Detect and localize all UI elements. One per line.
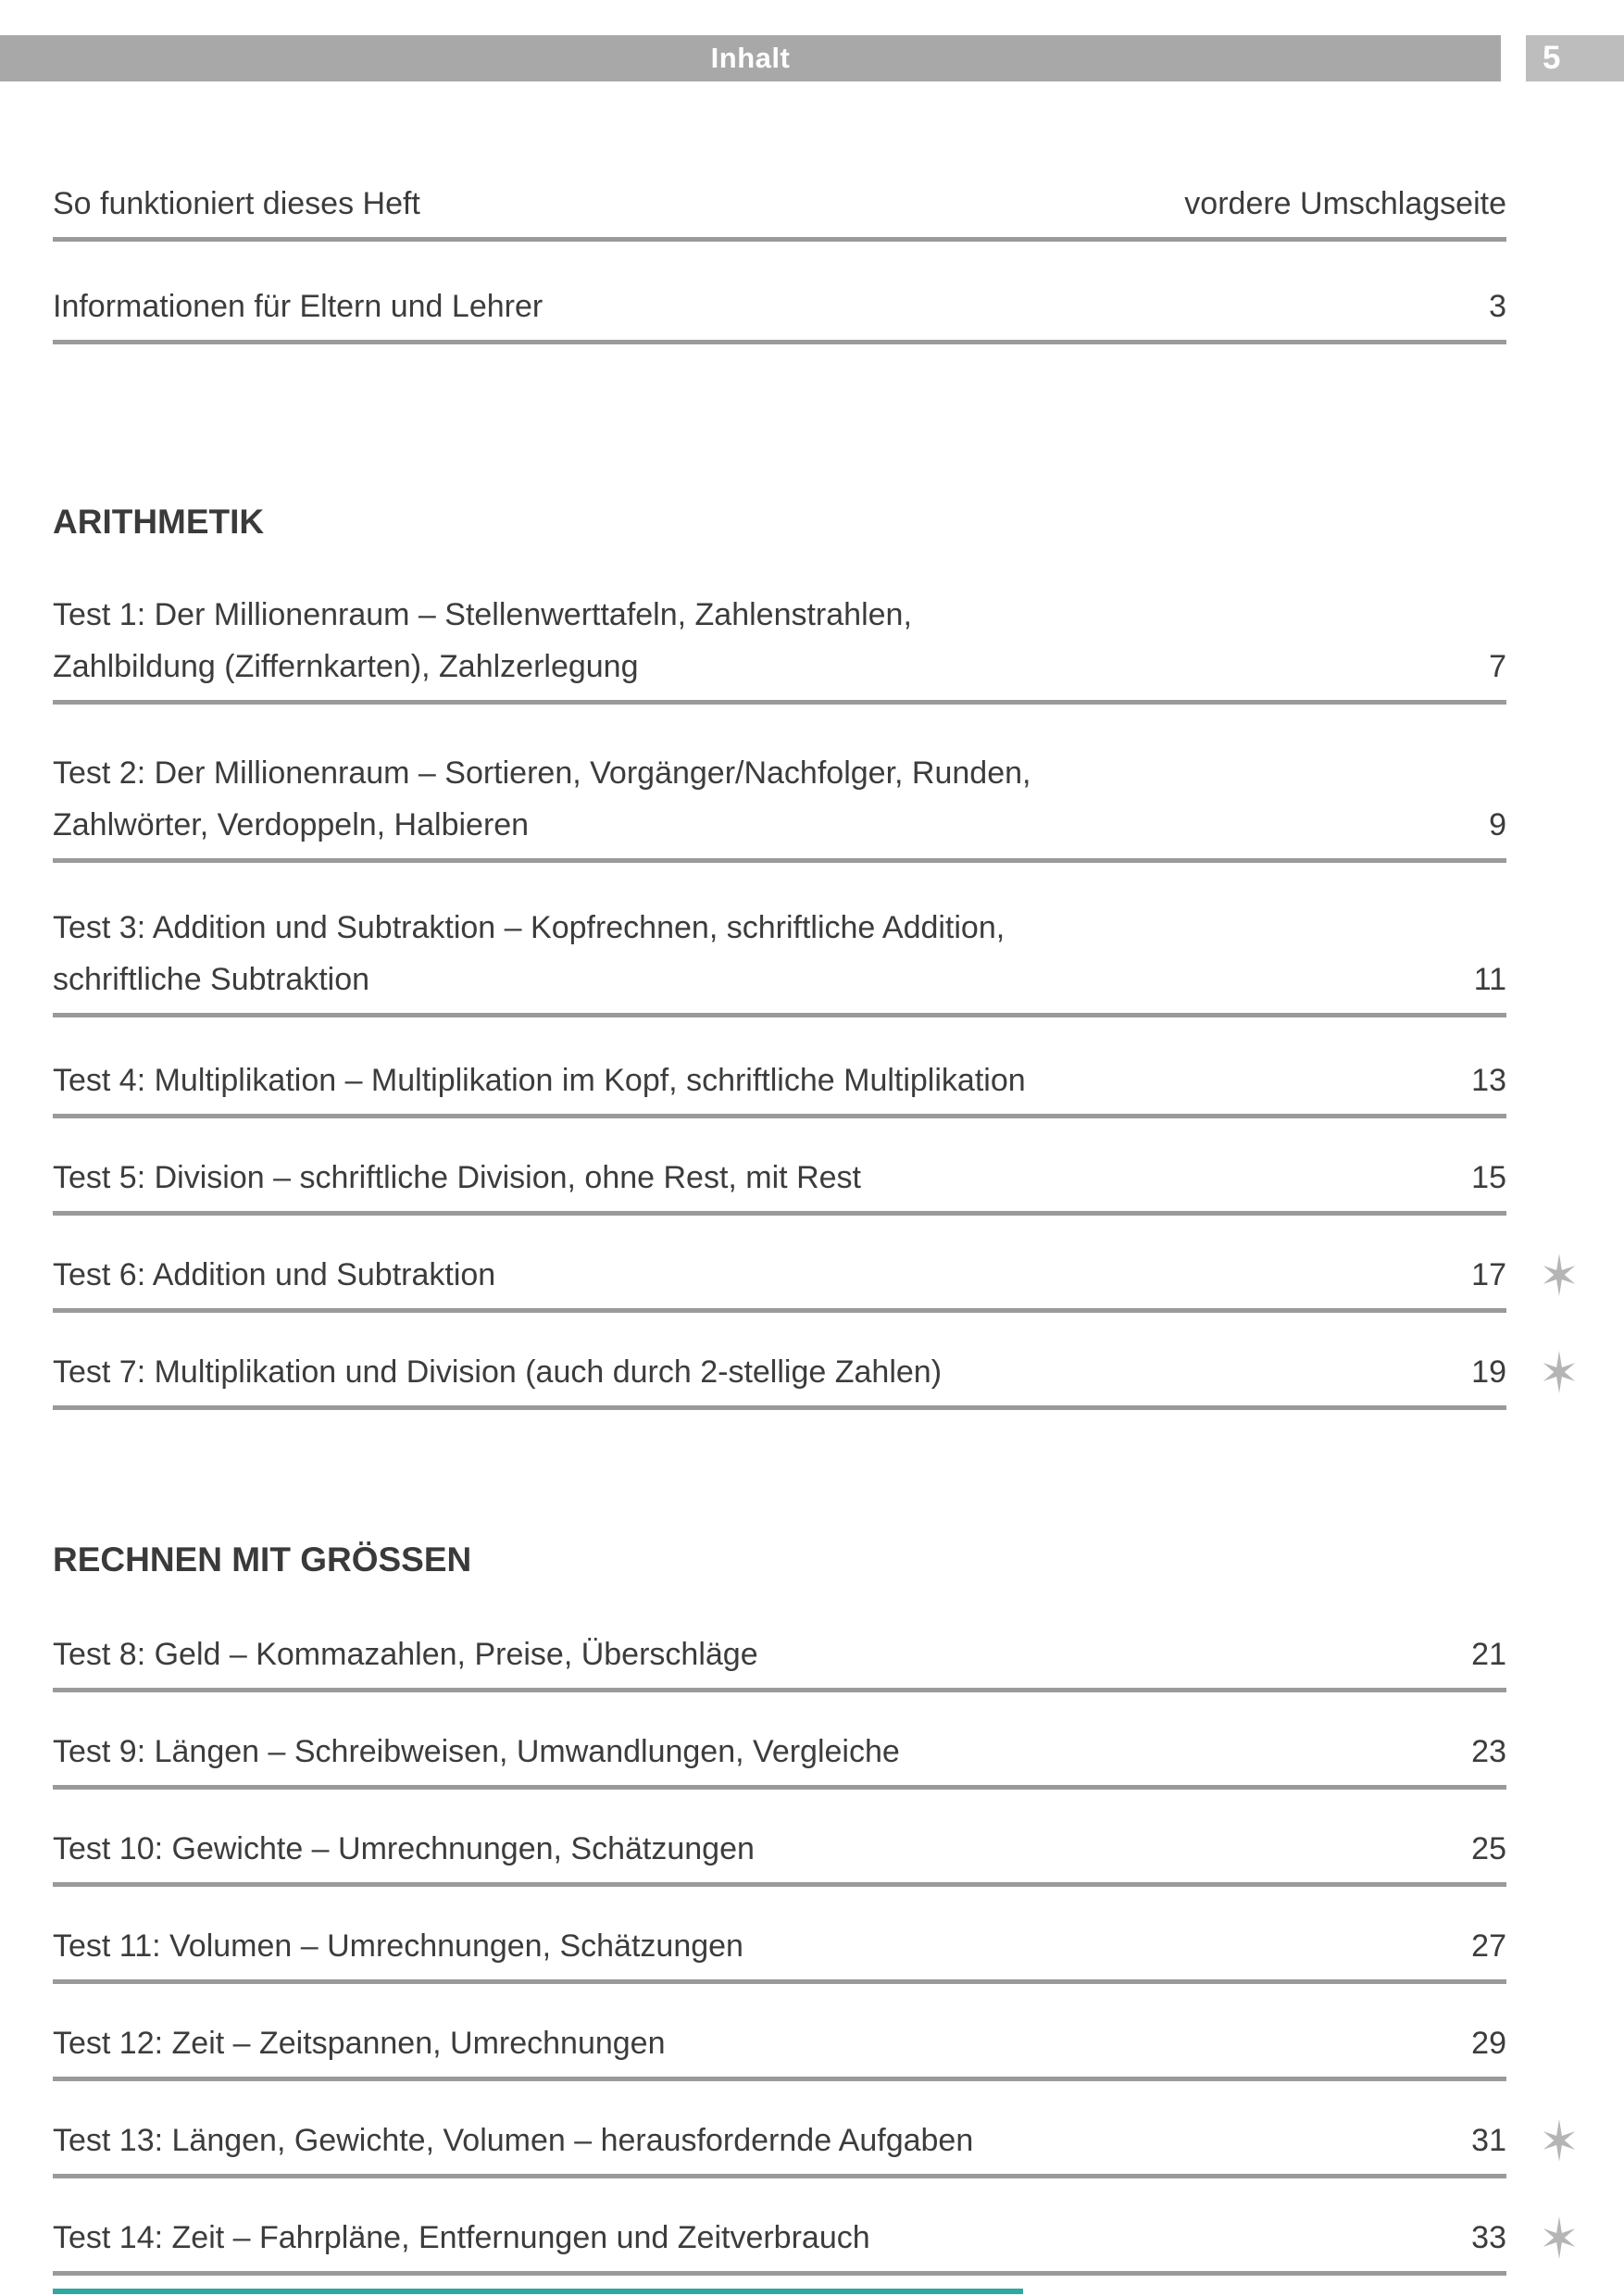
toc-entry (53, 747, 1506, 863)
toc-entry (53, 281, 1506, 344)
toc-entry-title (53, 1346, 1506, 1398)
toc-entry-line: Test 7: Multiplikation und Division (auch durch 2-stellige Zahlen) (53, 1354, 943, 1390)
toc-entry-page: 9 (1476, 799, 1506, 851)
toc-entry-line: Test 9: Längen – Schreibweisen, Umwandlungen, Vergleiche (53, 1734, 900, 1769)
toc-entry-page: 15 (1458, 1152, 1506, 1204)
toc-entry-title (53, 281, 1506, 332)
toc-entry-title (53, 1054, 1506, 1106)
toc-entry-page: 17 (1458, 1249, 1506, 1301)
entry-rule-line (53, 858, 1506, 863)
toc-entry-title (53, 1152, 1506, 1204)
toc-entry (53, 2115, 1506, 2178)
toc-entry-page: 13 (1458, 1054, 1506, 1106)
section-heading: ARITHMETIK (53, 503, 265, 541)
entry-rule-line (53, 1211, 1506, 1216)
entry-rule-line (53, 1785, 1506, 1790)
toc-entry-title (53, 1249, 1506, 1301)
toc-entry-line: Zahlwörter, Verdoppeln, Halbieren (53, 807, 530, 842)
toc-entry (53, 1823, 1506, 1887)
toc-entry (53, 178, 1506, 242)
entry-rule-line (53, 237, 1506, 242)
toc-entry-page: 21 (1458, 1628, 1506, 1680)
star-icon (1538, 2119, 1580, 2162)
toc-entry-line: Test 12: Zeit – Zeitspannen, Umrechnungen (53, 2026, 666, 2061)
entry-rule-line (53, 340, 1506, 344)
star-icon (1538, 1254, 1580, 1296)
toc-entry-title (53, 1823, 1506, 1875)
star-icon (1538, 2216, 1580, 2259)
toc-entry-title (53, 1726, 1506, 1778)
entry-rule-line (53, 1405, 1506, 1410)
toc-entry-line: Test 6: Addition und Subtraktion (53, 1257, 496, 1292)
entry-rule-line (53, 2174, 1506, 2178)
toc-entry (53, 1628, 1506, 1692)
toc-entry-page: 33 (1458, 2212, 1506, 2264)
entry-rule-line (53, 1308, 1506, 1313)
entry-rule-line (53, 1882, 1506, 1887)
toc-entry (53, 1346, 1506, 1410)
section-heading: RECHNEN MIT GRÖSSEN (53, 1541, 472, 1578)
toc-entry (53, 2212, 1506, 2276)
toc-entry (53, 1152, 1506, 1216)
toc-entry-line: Test 8: Geld – Kommazahlen, Preise, Überschläge (53, 1637, 758, 1672)
toc-entry-page: 23 (1458, 1726, 1506, 1778)
toc-entry-line: Test 11: Volumen – Umrechnungen, Schätzungen (53, 1928, 743, 1964)
page-number-badge (1526, 35, 1624, 81)
toc-entry-page: 25 (1458, 1823, 1506, 1875)
entry-rule-line (53, 1114, 1506, 1118)
entry-rule-line (53, 1013, 1506, 1017)
entry-rule-line (53, 1688, 1506, 1692)
toc-entry-title (53, 902, 1506, 1005)
toc-entry (53, 1920, 1506, 1984)
toc-entry (53, 902, 1506, 1017)
toc-entry-line: So funktioniert dieses Heft (53, 186, 420, 221)
toc-entry-line: Test 14: Zeit – Fahrpläne, Entfernungen und Zeitverbrauch (53, 2220, 870, 2255)
toc-entry-page: vordere Umschlagseite (1171, 178, 1506, 230)
entry-rule-line (53, 700, 1506, 705)
toc-entry-page: 27 (1458, 1920, 1506, 1972)
toc-entry-title (53, 2115, 1506, 2166)
toc-entry-line: Test 5: Division – schriftliche Division, ohne Rest, mit Rest (53, 1160, 861, 1195)
toc-entry-line: Zahlbildung (Ziffernkarten), Zahlzerlegung (53, 649, 639, 684)
toc-entry-line: Test 2: Der Millionenraum – Sortieren, Vorgänger/Nachfolger, Runden, (53, 755, 1031, 791)
toc-entry-line: Test 13: Längen, Gewichte, Volumen – herausfordernde Aufgaben (53, 2123, 974, 2158)
toc-entry (53, 589, 1506, 705)
bottom-accent-line (53, 2289, 1023, 2294)
star-icon (1538, 1351, 1580, 1393)
entry-rule-line (53, 2271, 1506, 2276)
toc-entry-page: 19 (1458, 1346, 1506, 1398)
entry-rule-line (53, 2077, 1506, 2081)
toc-entry-title (53, 747, 1506, 851)
page-number: 5 (1543, 40, 1561, 76)
toc-entry (53, 1726, 1506, 1790)
toc-entry-page: 31 (1458, 2115, 1506, 2166)
toc-entry-line: Informationen für Eltern und Lehrer (53, 289, 543, 324)
toc-entry (53, 1249, 1506, 1313)
toc-entry-line: Test 10: Gewichte – Umrechnungen, Schätzungen (53, 1831, 755, 1866)
toc-entry-title (53, 2212, 1506, 2264)
toc-entry-page: 29 (1458, 2017, 1506, 2069)
toc-entry-page: 7 (1476, 641, 1506, 693)
header-bar (0, 35, 1501, 81)
toc-entry-title (53, 2017, 1506, 2069)
toc-entry-title (53, 1628, 1506, 1680)
toc-entry-line: Test 3: Addition und Subtraktion – Kopfrechnen, schriftliche Addition, (53, 910, 1006, 945)
toc-entry-line: Test 4: Multiplikation – Multiplikation im Kopf, schriftliche Multiplikation (53, 1063, 1026, 1098)
page-header-title: Inhalt (710, 42, 791, 74)
toc-entry (53, 1054, 1506, 1118)
toc-entry-page: 11 (1461, 954, 1506, 1005)
toc-entry-line: schriftliche Subtraktion (53, 962, 370, 997)
toc-entry (53, 2017, 1506, 2081)
toc-entry-title (53, 589, 1506, 693)
toc-entry-line: Test 1: Der Millionenraum – Stellenwerttafeln, Zahlenstrahlen, (53, 597, 912, 632)
toc-content (53, 81, 1506, 2276)
toc-entry-page: 3 (1476, 281, 1506, 332)
toc-entry-title (53, 1920, 1506, 1972)
entry-rule-line (53, 1979, 1506, 1984)
